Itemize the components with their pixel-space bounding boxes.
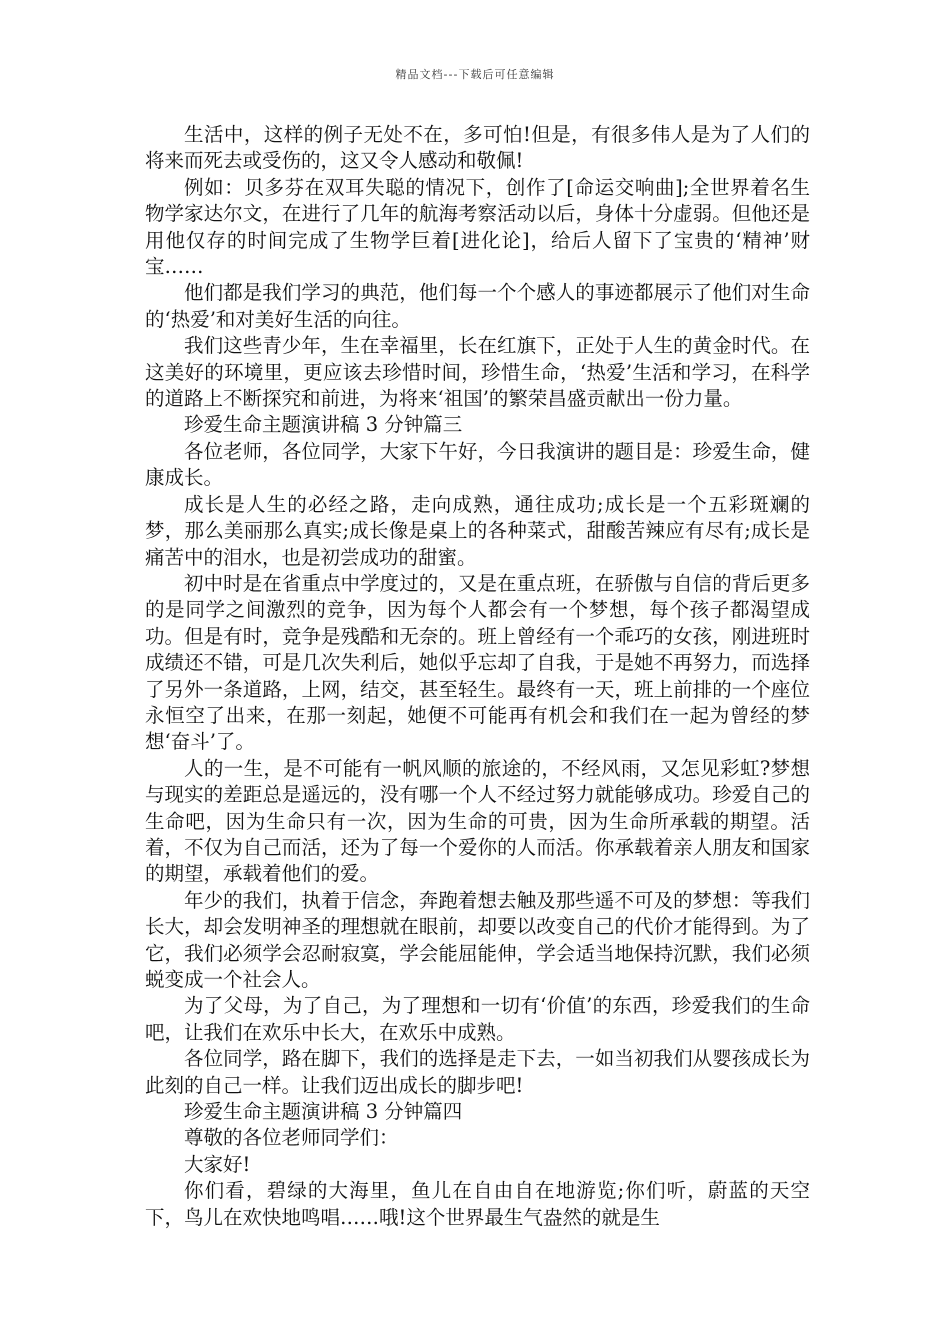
- salutation: 尊敬的各位老师同学们：: [184, 1126, 399, 1150]
- paragraph: 成长是人生的必经之路，走向成熟，通往成功;成长是一个五彩斑斓的梦，那么美丽那么真实;成长像是桌上的各种菜式，甜酸苦辣应有尽有;成长是痛苦中的泪水，也是初尝成功的甜蜜。: [145, 492, 810, 569]
- section-heading: 珍爱生命主题演讲稿 3 分钟篇四: [184, 1100, 463, 1124]
- paragraph: 为了父母，为了自己，为了理想和一切有‘价值’的东西，珍爱我们的生命吧，让我们在欢乐中长大，在欢乐中成熟。: [145, 994, 810, 1044]
- greeting: 大家好!: [184, 1152, 251, 1176]
- paragraph: 各位同学，路在脚下，我们的选择是走下去，一如当初我们从婴孩成长为此刻的自己一样。让我们迈出成长的脚步吧!: [145, 1047, 810, 1097]
- document-body: [145, 122, 810, 1231]
- paragraph: 我们这些青少年，生在幸福里，长在红旗下，正处于人生的黄金时代。在这美好的环境里，更应该去珍惜时间，珍惜生命，‘热爱’生活和学习，在科学的道路上不断探究和前进，为将来‘祖国’的繁荣昌盛贡献出一份力量。: [145, 334, 810, 411]
- paragraph: 你们看，碧绿的大海里，鱼儿在自由自在地游览;你们听，蔚蓝的天空下，鸟儿在欢快地鸣唱……哦!这个世界最生气盎然的就是生: [145, 1179, 810, 1229]
- section-heading: 珍爱生命主题演讲稿 3 分钟篇三: [184, 413, 463, 437]
- paragraph: 初中时是在省重点中学度过的，又是在重点班，在骄傲与自信的背后更多的是同学之间激烈的竞争，因为每个人都会有一个梦想，每个孩子都渴望成功。但是有时，竞争是残酷和无奈的。班上曾经有一个乖巧的女孩，刚进班时成绩还不错，可是几次失利后，她似乎忘却了自我，于是她不再努力，而选择了另外一条道路，上网，结交，甚至轻生。最终有一天，班上前排的一个座位永恒空了出来，在那一刻起，她便不可能再有机会和我们在一起为曾经的梦想‘奋斗’了。: [145, 571, 810, 754]
- paragraph: 例如：贝多芬在双耳失聪的情况下，创作了[命运交响曲];全世界着名生物学家达尔文，在进行了几年的航海考察活动以后，身体十分虚弱。但他还是用他仅存的时间完成了生物学巨着[进化论]，给后人留下了宝贵的‘精神’财宝……: [145, 175, 810, 279]
- paragraph: 他们都是我们学习的典范，他们每一个个感人的事迹都展示了他们对生命的‘热爱’和对美好生活的向往。: [145, 281, 810, 331]
- paragraph: 人的一生，是不可能有一帆风顺的旅途的，不经风雨，又怎见彩虹?梦想与现实的差距总是遥远的，没有哪一个人不经过努力就能够成功。珍爱自己的生命吧，因为生命只有一次，因为生命的可贵，因为生命所承载的期望。活着，不仅为自己而活，还为了每一个爱你的人而活。你承载着亲人朋友和国家的期望，承载着他们的爱。: [145, 756, 810, 886]
- paragraph: 各位老师，各位同学，大家下午好，今日我演讲的题目是：珍爱生命，健康成长。: [145, 439, 810, 490]
- paragraph: 生活中，这样的例子无处不在，多可怕!但是，有很多伟人是为了人们的将来而死去或受伤的，这又令人感动和敬佩!: [145, 123, 810, 173]
- paragraph: 年少的我们，执着于信念，奔跑着想去触及那些遥不可及的梦想：等我们长大，却会发明神圣的理想就在眼前，却要以改变自己的代价才能得到。为了它，我们必须学会忍耐寂寞，学会能屈能伸，学会适当地保持沉默，我们必须蜕变成一个社会人。: [145, 888, 810, 991]
- page-header: 精品文档---下载后可任意编辑: [395, 68, 555, 81]
